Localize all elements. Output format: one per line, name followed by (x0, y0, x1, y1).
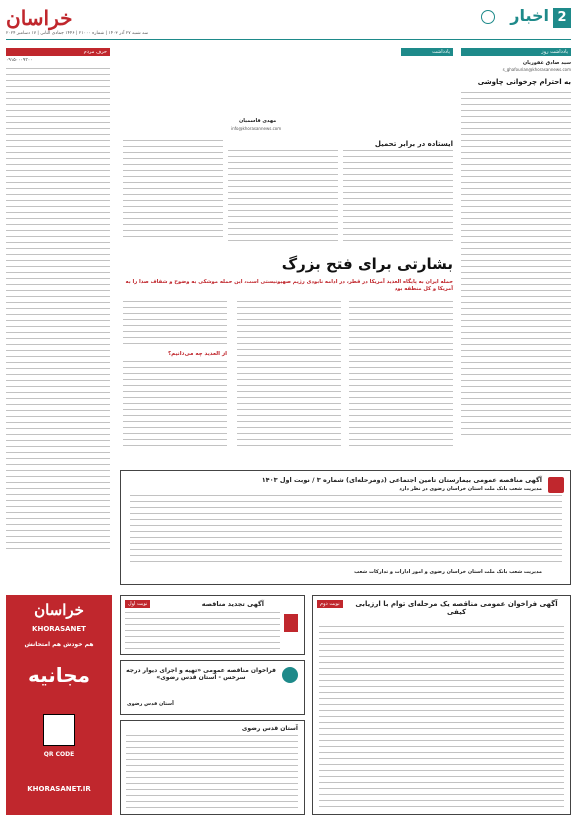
globe-icon (481, 10, 495, 24)
article-title[interactable]: به احترام چرخوانی چاوشی (477, 78, 571, 86)
author-name: سید صادق غفوریان (522, 60, 571, 66)
left-kicker: حرف مردم (6, 48, 110, 56)
bank-logo (548, 477, 564, 493)
right-column (461, 48, 571, 440)
main-story (123, 255, 453, 460)
promo-big: مجانیه (27, 663, 91, 687)
left-column (6, 48, 110, 553)
note-kicker: یادداشت (401, 48, 453, 56)
tender-ad-3[interactable] (120, 660, 305, 715)
page-number-badge: 2 (553, 8, 571, 28)
promo-brand: KHORASANET (32, 625, 86, 633)
sms-phone: ۰۹۱۵۰۰۰۹۳۰۰ (6, 58, 33, 63)
renewal-tender-ad[interactable] (120, 595, 305, 655)
qr-label: QR CODE (43, 751, 75, 758)
main-title[interactable]: بشارتی برای فتح بزرگ (281, 255, 453, 273)
qr-code-icon (44, 715, 74, 745)
shrine-icon (282, 667, 298, 683)
main-subhead: از العدید چه می‌دانیم؟ (167, 351, 227, 357)
newspaper-logo: خراسان (6, 6, 73, 30)
author-email: s_ghafourian@khorasannews.com (502, 67, 571, 72)
tender-ad-4[interactable] (120, 720, 305, 815)
tender1-sub: مدیریت شعب بانک ملت استان خراسان رضوی در نظر دارد (399, 486, 542, 492)
promo-line: هم خودش هم امتحانش (24, 641, 94, 648)
renewal-badge: نوبت اول (125, 600, 150, 608)
note-author: مهدی قاسمیان (239, 118, 277, 124)
tender3-title: فراخوان مناقصه عمومی «تهیه و اجرای دیوار درجه سرخس - آستان قدس رضوی» (126, 667, 276, 681)
main-lead: حمله ایران به پایگاه العدید آمریکا در قطر، در ادامه نابودی رژیم صهیونیستی است، این حمله موشکی به وضوح و شفاف صدا را به آمریکا و کل منطقه بود (125, 279, 453, 292)
issue-line: سه شنبه ۲۷ آذر ۱۴۰۳ | شماره ۲۱۰۰۰ | ۱۴۴۶ جمادی الثانی | ۱۷ دسامبر ۲۰۲۴ (6, 31, 149, 36)
masthead (6, 6, 571, 40)
renewal-title: آگهی تجدید مناقصه (201, 600, 264, 608)
section-title: اخبار (510, 6, 549, 25)
khorasanet-promo[interactable] (6, 595, 112, 815)
tender2-badge: نوبت دوم (317, 600, 343, 608)
promo-logo: خراسان (34, 601, 84, 619)
note-title[interactable]: ایستاده در برابر تحمیل (374, 140, 453, 148)
emblem-icon (284, 614, 298, 632)
tender1-title: آگهی مناقصه عمومی بیمارستان تامین اجتماعی (دومرحله‌ای) شماره ۳ / نوبت اول ۱۴۰۳ (261, 476, 542, 484)
tender-ad-1[interactable] (120, 470, 571, 585)
note-section (123, 48, 453, 248)
promo-url[interactable]: KHORASANET.IR (27, 785, 91, 793)
note-author-email: info@khorasannews.com (231, 126, 282, 131)
right-kicker: یادداشت روز (461, 48, 571, 56)
tender1-footer: مدیریت شعب بانک ملت استان خراسان رضوی و امور ادارات و تدارکات شعب (354, 569, 542, 575)
tender2-title: آگهی فراخوان عمومی مناقصه یک مرحله‌ای توام با ارزیابی کیفی (355, 600, 558, 616)
tender3-sub: آستان قدس رضوی (127, 701, 174, 707)
tender-ad-2[interactable] (312, 595, 571, 815)
tender4-title: آستان قدس رضوی (241, 725, 298, 732)
